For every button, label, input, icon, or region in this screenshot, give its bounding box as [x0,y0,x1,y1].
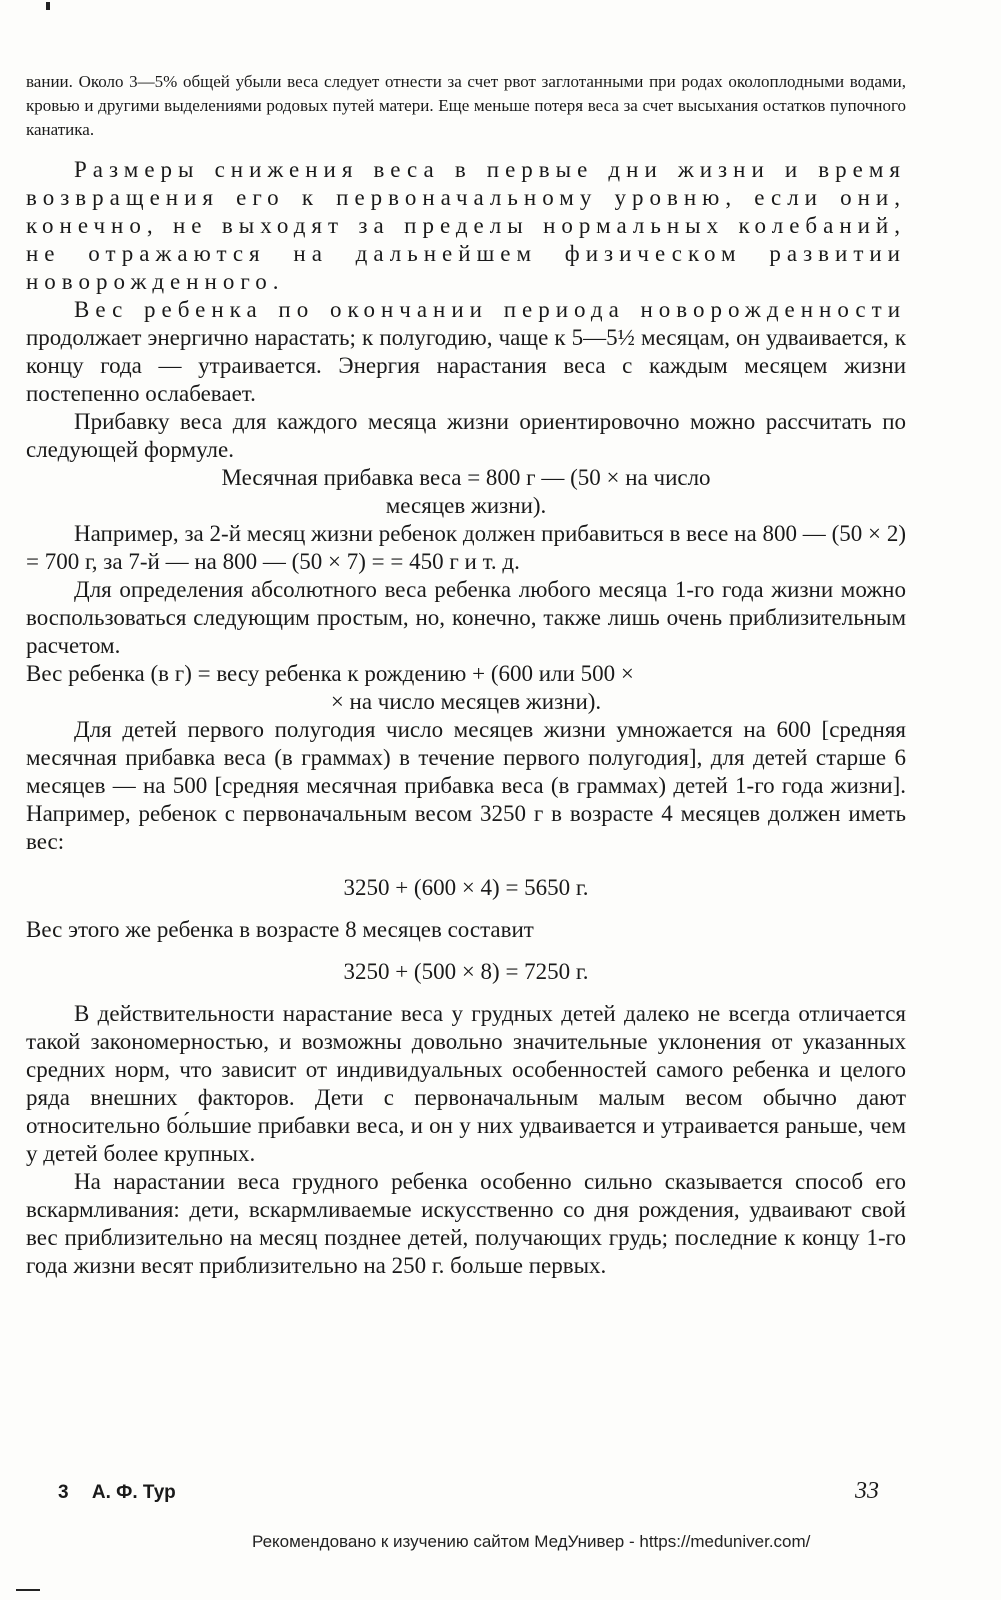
signature-number: 3 [58,1482,69,1503]
watermark-text: Рекомендовано к изучению сайтом МедУнивер - https://meduniver.com/ [252,1532,811,1551]
intro-paragraph: вании. Около 3—5% общей убыли веса следует отнести за счет рвот заглотанными при родах околоплодными водами, кровью и другими выделениями родовых путей матери. Еще меньше потеря веса за счет высыхания остатков пупочного канатика. [26,72,906,139]
equation-8-months: 3250 + (500 × 8) = 7250 г. [343,959,589,984]
paragraph-weight-loss-size: Размеры снижения веса в первые дни жизни и время возвращения его к первоначальному уровню, если они, конечно, не выходят за пределы нормальных колебаний, не отражаются на дальнейшем физическом развитии новорожденного. [26,157,906,294]
paragraph-feeding-method: На нарастании веса грудного ребенка особенно сильно сказывается способ его вскармливания: дети, вскармливаемые искусственно со дня рождения, удваивают свой вес приблизительно на месяц позднее детей, получающих грудь; последние к концу 1-го года жизни весят приблизительно на 250 г. больше первых. [26,1169,906,1278]
formula-absolute-weight-line1: Вес ребенка (в г) = весу ребенка к рождению + (600 или 500 × [26,661,634,686]
scan-speck [16,1589,40,1591]
formula-absolute-weight-line2: × на число месяцев жизни). [330,689,602,714]
paragraph-formula-intro: Прибавку веса для каждого месяца жизни ориентировочно можно рассчитать по следующей формуле. [26,409,906,462]
formula-monthly-gain-line1: Месячная прибавка веса = 800 г — (50 × на число [221,465,711,490]
signature-author: А. Ф. Тур [91,1482,176,1503]
page-content [26,70,906,1280]
paragraph-deviations: В действительности нарастание веса у грудных детей далеко не всегда отличается такой закономерностью, и возможны довольно значительные уклонения от указанных средних норм, что зависит от индивидуальных особенностей самого ребенка и целого ряда внешних факторов. Дети с первоначальным малым весом обычно дают относительно бо́льшие прибавки веса, и он у них удваивается и утраивается раньше, чем у детей более крупных. [26,1001,906,1166]
paragraph-absolute-weight: Для определения абсолютного веса ребенка любого месяца 1-го года жизни можно воспользоваться следующим простым, но, конечно, также лишь очень приблизительным расчетом. [26,577,906,658]
paragraph-continuation: продолжает энергично нарастать; к полугодию, чаще к 5—5½ месяцам, он удваивается, к концу года — утраивается. Энергия нарастания веса с каждым месяцем жизни постепенно ослабевает. [26,325,906,406]
paragraph-weight-after-newborn [26,296,906,408]
paragraph-first-half-year: Для детей первого полугодия число месяцев жизни умножается на 600 [средняя месячная прибавка веса (в граммах) в течение первого полугодия], для детей старше 6 месяцев — на 500 [средняя месячная прибавка веса (в граммах) детей 1-го года жизни]. Например, ребенок с первоначальным весом 3250 г в возрасте 4 месяцев должен иметь вес: [26,717,906,854]
emphasized-phrase: Вес ребенка по окончании периода новорожденности [74,297,906,322]
paragraph-example-monthly: Например, за 2-й месяц жизни ребенок должен прибавиться в весе на 800 — (50 × 2) = 700 г, за 7-й — на 800 — (50 × 7) = = 450 г и т. д. [26,521,906,574]
paragraph-8-months: Вес этого же ребенка в возрасте 8 месяцев составит [26,917,534,942]
equation-4-months: 3250 + (600 × 4) = 5650 г. [343,875,589,900]
signature-mark [58,1482,176,1504]
page-number: 33 [855,1478,879,1504]
scan-speck [46,2,50,10]
formula-monthly-gain-line2: месяцев жизни). [385,493,547,518]
